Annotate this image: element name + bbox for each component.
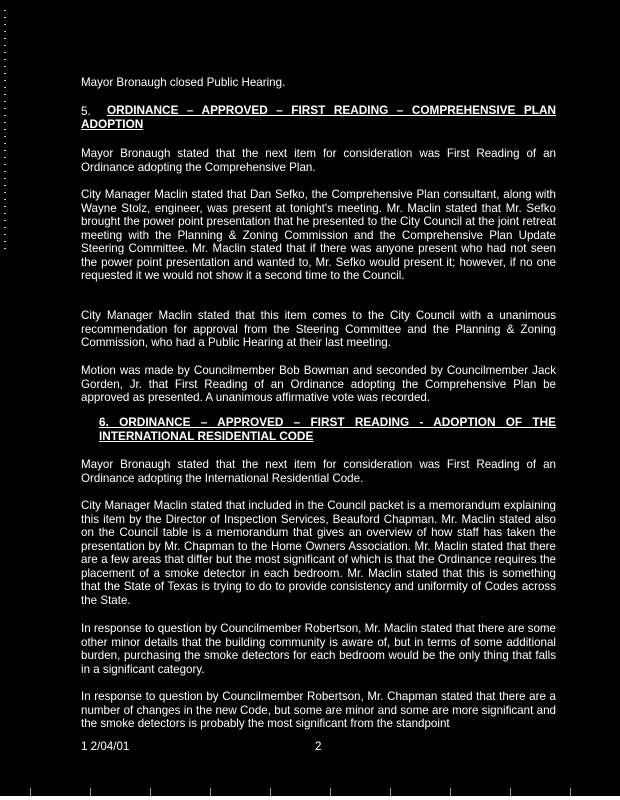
paragraph: City Manager Maclin stated that this item comes to the City Council with a unanimous recommendation for approval from the Steering Committee and the Planning & Zoning Commission, who had a Public Hearing at their last meeting. xyxy=(81,309,556,349)
scan-bottom-marks xyxy=(0,788,620,796)
scan-margin-marks xyxy=(4,10,6,250)
paragraph: Mayor Bronaugh closed Public Hearing. xyxy=(81,76,286,89)
page-number: 2 xyxy=(315,740,322,753)
paragraph: In response to question by Councilmember Robertson, Mr. Maclin stated that there are some other minor details that the building community is aware of, but in terms of some additional burden, purchasing the smoke detectors for each bedroom would be the only thing that falls in a significant category. xyxy=(81,622,556,676)
paragraph: City Manager Maclin stated that Dan Sefko, the Comprehensive Plan consultant, along with Wayne Stolz, engineer, was present at tonight's meeting. Mr. Maclin stated that Mr. Sefko brought the power point presentation that he presented to the City Council at the joint retreat meeting with the Planning & Zoning Commission and the Comprehensive Plan Update Steering Committee. Mr. Maclin stated that if there was anyone present who had not seen the power point presentation and wanted to, Mr. Sefko would present it; however, if no one requested it we would not show it a second time to the Council. xyxy=(81,188,556,282)
footer-date: 1 2/04/01 xyxy=(81,740,130,753)
section-title: ORDINANCE – APPROVED – FIRST READING – COMPREHENSIVE PLAN ADOPTION xyxy=(81,103,556,131)
section-6-heading: 6. ORDINANCE – APPROVED – FIRST READING - ADOPTION OF THE INTERNATIONAL RESIDENTIAL CODE xyxy=(99,415,556,443)
paragraph: Motion was made by Councilmember Bob Bowman and seconded by Councilmember Jack Gorden, Jr. that First Reading of an Ordinance adopting the Comprehensive Plan be approved as presented. A unanimous affirmative vote was recorded. xyxy=(81,364,556,404)
section-number: 5. xyxy=(81,104,91,118)
paragraph: City Manager Maclin stated that included in the Council packet is a memorandum explaining this item by the Director of Inspection Services, Beauford Chapman. Mr. Maclin stated also on the Council table is a memorandum that gives an overview of how staff has taken the presentation by Mr. Chapman to the Home Owners Association. Mr. Maclin stated that there are a few areas that differ but the most significant of which is that the Ordinance requires the placement of a smoke detector in each bedroom. Mr. Maclin stated that this is something that the State of Texas is trying to do to provide consistency and uniformity of Codes across the State. xyxy=(81,499,556,607)
paragraph: Mayor Bronaugh stated that the next item for consideration was First Reading of an Ordinance adopting the Comprehensive Plan. xyxy=(81,147,556,174)
paragraph: In response to question by Councilmember Robertson, Mr. Chapman stated that there are a number of changes in the new Code, but some are minor and some are more significant and the smoke detectors is probably the most significant from the standpoint xyxy=(81,690,556,730)
scan-bottom-edge xyxy=(0,796,620,800)
paragraph: Mayor Bronaugh stated that the next item for consideration was First Reading of an Ordinance adopting the International Residential Code. xyxy=(81,458,556,485)
